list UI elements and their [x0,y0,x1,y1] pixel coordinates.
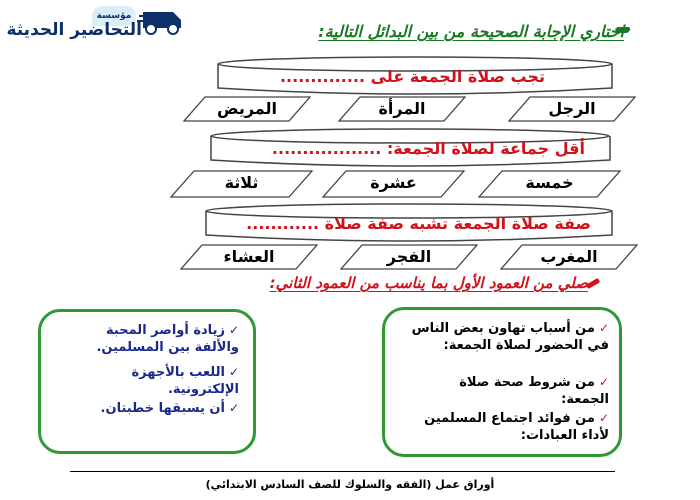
logo-name: التحاضير الحديثة [6,20,142,40]
question-2-drum [208,127,613,169]
q2-option-2-label: عشرة [370,173,417,192]
checkmark-icon: ✓ [598,321,609,335]
checkmark-icon: ✓ [228,401,239,415]
checkmark-icon: ✓ [598,411,609,425]
question-3-drum [203,202,615,244]
section1-heading: اختاري الإجابة الصحيحة من بين البدائل التالية: [318,22,624,41]
q1-option-2[interactable] [338,96,466,122]
q1-option-2-label: المرأة [378,99,426,118]
q1-option-1-label: الرجل [548,99,596,118]
checkmark-icon: ✓ [228,365,239,379]
q2-option-1[interactable] [478,170,621,196]
q2-option-3[interactable] [170,170,313,196]
question-3-prompt: صفة صلاة الجمعة تشبه صفة صلاة ............ [246,214,591,233]
column-2-box [38,309,256,454]
logo-badge: مؤسسة [92,6,136,26]
q3-option-1[interactable] [500,244,638,270]
column-2-item[interactable]: ✓أن يسبقها خطبتان. [100,401,239,416]
section2-heading: صلي من العمود الأول بما يناسب من العمود الثاني: [269,274,588,292]
question-1-drum [215,55,615,97]
column-1-item[interactable]: ✓من شروط صحة صلاة الجمعة: [459,375,609,407]
delivery-car-icon [137,2,185,38]
q2-option-3-label: ثلاثة [224,173,259,192]
publisher-logo [2,0,187,50]
q2-option-2[interactable] [322,170,465,196]
q3-option-2[interactable] [340,244,478,270]
footer-caption: أوراق عمل (الفقه والسلوك للصف السادس الابتدائي) [205,478,495,491]
q3-option-2-label: الفجر [386,247,432,266]
checkmark-icon: ✓ [228,323,239,337]
question-1-prompt: تجب صلاة الجمعة على .............. [279,67,545,86]
question-2-prompt: أقل جماعة لصلاة الجمعة: .................. [271,139,585,158]
q1-option-3-label: المريض [216,99,277,118]
column-1-box [382,307,622,457]
checkmark-icon: ✓ [598,375,609,389]
column-1-item[interactable]: ✓من فوائد اجتماع المسلمين لأداء العبادات: [424,411,609,443]
footer-divider [70,471,615,472]
column-2-item[interactable]: ✓اللعب بالأجهزة الإلكترونية. [131,365,239,397]
q3-option-3-label: العشاء [223,247,275,266]
q3-option-1-label: المغرب [540,247,598,266]
q3-option-3[interactable] [180,244,318,270]
column-2-item[interactable]: ✓زيادة أواصر المحبة والألفة بين المسلمين. [96,323,239,355]
column-1-item[interactable]: ✓من أسباب تهاون بعض الناس في الحضور لصلاة الجمعة: [411,321,609,353]
q2-option-1-label: خمسة [525,173,574,192]
q1-option-1[interactable] [508,96,636,122]
q1-option-3[interactable] [183,96,311,122]
